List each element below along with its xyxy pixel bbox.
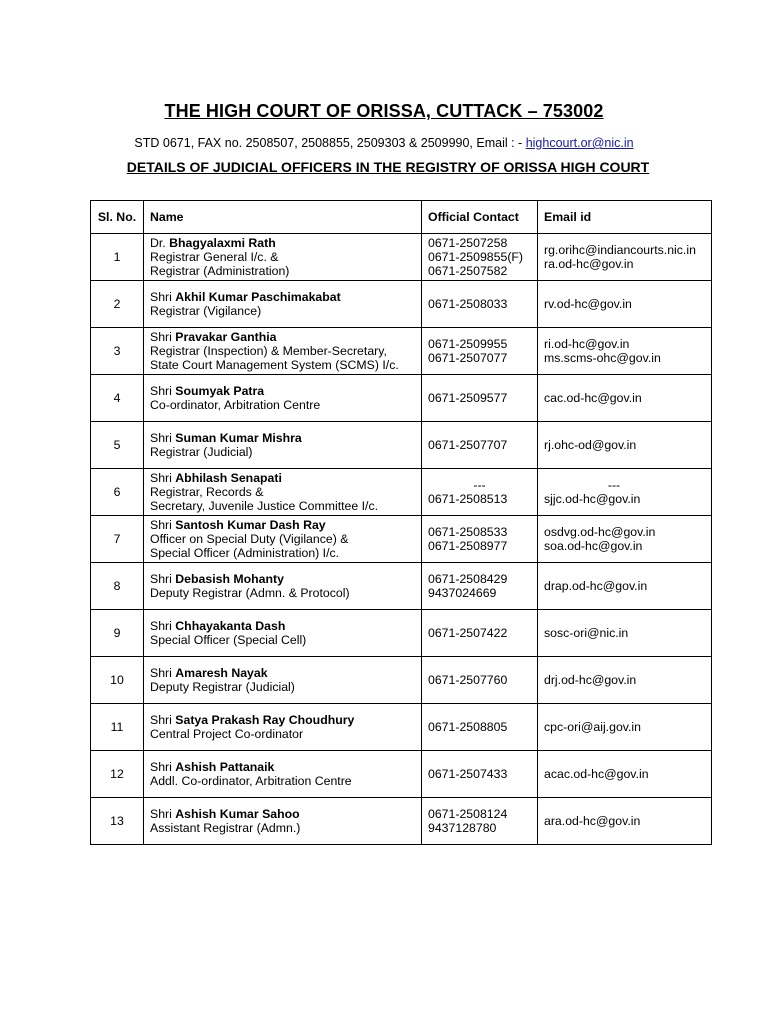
phone-number: 0671-2507582	[428, 264, 508, 278]
officer-name: Bhagyalaxmi Rath	[169, 236, 276, 250]
table-row	[91, 704, 712, 751]
sl-no-cell: 9	[91, 610, 144, 657]
sl-no-cell: 12	[91, 751, 144, 798]
phone-number: 9437024669	[428, 586, 497, 600]
name-cell	[144, 375, 422, 422]
email-address: sjjc.od-hc@gov.in	[544, 492, 641, 506]
email-address: rv.od-hc@gov.in	[544, 297, 632, 311]
table-row	[91, 328, 712, 375]
officer-title-prefix: Shri	[150, 572, 172, 586]
email-cell	[538, 704, 712, 751]
sl-no-cell: 7	[91, 516, 144, 563]
name-cell	[144, 469, 422, 516]
table-row	[91, 563, 712, 610]
officer-title-prefix: Shri	[150, 330, 172, 344]
phone-number: 0671-2509855(F)	[428, 250, 524, 264]
phone-number: 0671-2508429	[428, 572, 508, 586]
officer-name-line	[150, 431, 415, 445]
official-contact-cell	[422, 704, 538, 751]
official-contact-cell	[422, 469, 538, 516]
phone-number: 9437128780	[428, 821, 497, 835]
officer-title-prefix: Shri	[150, 760, 172, 774]
email-cell	[538, 610, 712, 657]
officer-name-line	[150, 713, 415, 727]
name-cell	[144, 563, 422, 610]
email-address: soa.od-hc@gov.in	[544, 539, 643, 553]
official-contact-cell	[422, 751, 538, 798]
email-address: rg.orihc@indiancourts.nic.in	[544, 243, 696, 257]
phone-number: 0671-2507707	[428, 438, 508, 452]
officer-name: Amaresh Nayak	[175, 666, 268, 680]
email-address: ra.od-hc@gov.in	[544, 257, 634, 271]
phone-number: 0671-2508533	[428, 525, 508, 539]
officer-designation: Special Officer (Special Cell)	[150, 633, 307, 647]
email-cell	[538, 375, 712, 422]
official-contact-cell	[422, 234, 538, 281]
header-name: Name	[144, 201, 422, 234]
officer-name: Suman Kumar Mishra	[175, 431, 302, 445]
officer-name-line	[150, 330, 415, 344]
official-contact-cell	[422, 422, 538, 469]
official-contact-cell	[422, 610, 538, 657]
official-contact-cell	[422, 657, 538, 704]
officers-table-body	[91, 234, 712, 845]
name-cell	[144, 751, 422, 798]
officer-name: Ashish Kumar Sahoo	[175, 807, 300, 821]
official-contact-cell	[422, 375, 538, 422]
official-contact-cell	[422, 328, 538, 375]
email-address: rj.ohc-od@gov.in	[544, 438, 637, 452]
officer-name: Satya Prakash Ray Choudhury	[175, 713, 355, 727]
officer-name-line	[150, 760, 415, 774]
email-cell	[538, 751, 712, 798]
phone-number: 0671-2507760	[428, 673, 508, 687]
officer-designation: Registrar (Inspection) & Member-Secretary,	[150, 344, 387, 358]
email-address: cac.od-hc@gov.in	[544, 391, 642, 405]
email-address: drap.od-hc@gov.in	[544, 579, 648, 593]
officer-designation: Registrar (Judicial)	[150, 445, 253, 459]
officer-designation: State Court Management System (SCMS) I/c.	[150, 358, 399, 372]
email-cell	[538, 657, 712, 704]
official-contact-cell	[422, 563, 538, 610]
officer-designation: Registrar General I/c. &	[150, 250, 279, 264]
officer-name-line	[150, 384, 415, 398]
officer-designation: Addl. Co-ordinator, Arbitration Centre	[150, 774, 352, 788]
sl-no-cell: 3	[91, 328, 144, 375]
table-row	[91, 610, 712, 657]
officer-designation: Special Officer (Administration) I/c.	[150, 546, 340, 560]
sl-no-cell: 2	[91, 281, 144, 328]
official-contact-cell	[422, 516, 538, 563]
officer-name-line	[150, 290, 415, 304]
table-row	[91, 234, 712, 281]
name-cell	[144, 328, 422, 375]
phone-number: 0671-2508124	[428, 807, 508, 821]
sl-no-cell: 8	[91, 563, 144, 610]
email-cell	[538, 516, 712, 563]
officer-title-prefix: Shri	[150, 518, 172, 532]
officer-title-prefix: Shri	[150, 384, 172, 398]
phone-number: 0671-2507077	[428, 351, 508, 365]
table-row	[91, 516, 712, 563]
name-cell	[144, 657, 422, 704]
officer-title-prefix: Shri	[150, 713, 172, 727]
officer-name: Santosh Kumar Dash Ray	[175, 518, 326, 532]
table-row	[91, 469, 712, 516]
phone-number: 0671-2507258	[428, 236, 508, 250]
officer-name: Pravakar Ganthia	[175, 330, 277, 344]
contact-line	[0, 136, 768, 150]
email-address: drj.od-hc@gov.in	[544, 673, 637, 687]
email-cell	[538, 798, 712, 845]
sl-no-cell: 11	[91, 704, 144, 751]
officer-name: Abhilash Senapati	[175, 471, 282, 485]
contact-details: STD 0671, FAX no. 2508507, 2508855, 2509303 & 2509990, Email : -	[134, 136, 526, 150]
officer-title-prefix: Dr.	[150, 236, 166, 250]
name-cell	[144, 704, 422, 751]
officer-name-line	[150, 807, 415, 821]
officer-title-prefix: Shri	[150, 619, 172, 633]
sl-no-cell: 10	[91, 657, 144, 704]
phone-number: 0671-2509577	[428, 391, 508, 405]
page-subtitle: DETAILS OF JUDICIAL OFFICERS IN THE REGISTRY OF ORISSA HIGH COURT	[126, 159, 650, 175]
officer-name-line	[150, 471, 415, 485]
email-cell	[538, 422, 712, 469]
officer-designation: Officer on Special Duty (Vigilance) &	[150, 532, 349, 546]
phone-number: 0671-2508513	[428, 492, 508, 506]
official-contact-cell	[422, 798, 538, 845]
officer-name: Ashish Pattanaik	[175, 760, 275, 774]
sl-no-cell: 4	[91, 375, 144, 422]
officer-name-line	[150, 619, 415, 633]
officer-designation: Secretary, Juvenile Justice Committee I/c.	[150, 499, 379, 513]
officer-designation: Registrar (Administration)	[150, 264, 290, 278]
email-address: sosc-ori@nic.in	[544, 626, 629, 640]
email-cell	[538, 281, 712, 328]
officer-designation: Co-ordinator, Arbitration Centre	[150, 398, 321, 412]
official-contact-cell	[422, 281, 538, 328]
table-row	[91, 657, 712, 704]
officer-title-prefix: Shri	[150, 471, 172, 485]
officer-designation: Registrar (Vigilance)	[150, 304, 262, 318]
officer-designation: Deputy Registrar (Judicial)	[150, 680, 295, 694]
sl-no-cell: 13	[91, 798, 144, 845]
table-row	[91, 798, 712, 845]
officers-table	[90, 200, 712, 845]
name-cell	[144, 516, 422, 563]
phone-number: ---	[473, 478, 486, 492]
sl-no-cell: 6	[91, 469, 144, 516]
header-official-contact: Official Contact	[422, 201, 538, 234]
officer-name-line	[150, 518, 415, 532]
sl-no-cell: 5	[91, 422, 144, 469]
officer-title-prefix: Shri	[150, 290, 172, 304]
officer-title-prefix: Shri	[150, 666, 172, 680]
officer-name: Soumyak Patra	[175, 384, 265, 398]
officer-designation: Central Project Co-ordinator	[150, 727, 304, 741]
page-title: THE HIGH COURT OF ORISSA, CUTTACK – 753002	[164, 101, 604, 121]
table-row	[91, 375, 712, 422]
email-cell	[538, 469, 712, 516]
phone-number: 0671-2508805	[428, 720, 508, 734]
officer-name: Akhil Kumar Paschimakabat	[175, 290, 341, 304]
table-header-row	[91, 201, 712, 234]
phone-number: 0671-2508033	[428, 297, 508, 311]
email-address: ara.od-hc@gov.in	[544, 814, 641, 828]
phone-number: 0671-2507433	[428, 767, 508, 781]
phone-number: 0671-2509955	[428, 337, 508, 351]
officer-designation: Assistant Registrar (Admn.)	[150, 821, 301, 835]
email-address: ms.scms-ohc@gov.in	[544, 351, 661, 365]
table-row	[91, 422, 712, 469]
officer-name-line	[150, 236, 415, 250]
table-row	[91, 751, 712, 798]
email-address: ---	[607, 478, 621, 492]
email-address: acac.od-hc@gov.in	[544, 767, 649, 781]
header-sl-no: Sl. No.	[91, 201, 144, 234]
officer-title-prefix: Shri	[150, 807, 172, 821]
officer-title-prefix: Shri	[150, 431, 172, 445]
sl-no-cell: 1	[91, 234, 144, 281]
officer-name: Chhayakanta Dash	[175, 619, 286, 633]
email-address: ri.od-hc@gov.in	[544, 337, 630, 351]
name-cell	[144, 610, 422, 657]
name-cell	[144, 281, 422, 328]
email-address: cpc-ori@aij.gov.in	[544, 720, 641, 734]
header-email-id: Email id	[538, 201, 712, 234]
phone-number: 0671-2507422	[428, 626, 508, 640]
officer-designation: Deputy Registrar (Admn. & Protocol)	[150, 586, 350, 600]
email-cell	[538, 563, 712, 610]
phone-number: 0671-2508977	[428, 539, 508, 553]
officer-name: Debasish Mohanty	[175, 572, 284, 586]
officer-name-line	[150, 572, 415, 586]
email-cell	[538, 234, 712, 281]
court-email-link[interactable]: highcourt.or@nic.in	[525, 136, 634, 150]
name-cell	[144, 422, 422, 469]
email-address: osdvg.od-hc@gov.in	[544, 525, 656, 539]
table-row	[91, 281, 712, 328]
officer-designation: Registrar, Records &	[150, 485, 264, 499]
name-cell	[144, 798, 422, 845]
officer-name-line	[150, 666, 415, 680]
email-cell	[538, 328, 712, 375]
name-cell	[144, 234, 422, 281]
